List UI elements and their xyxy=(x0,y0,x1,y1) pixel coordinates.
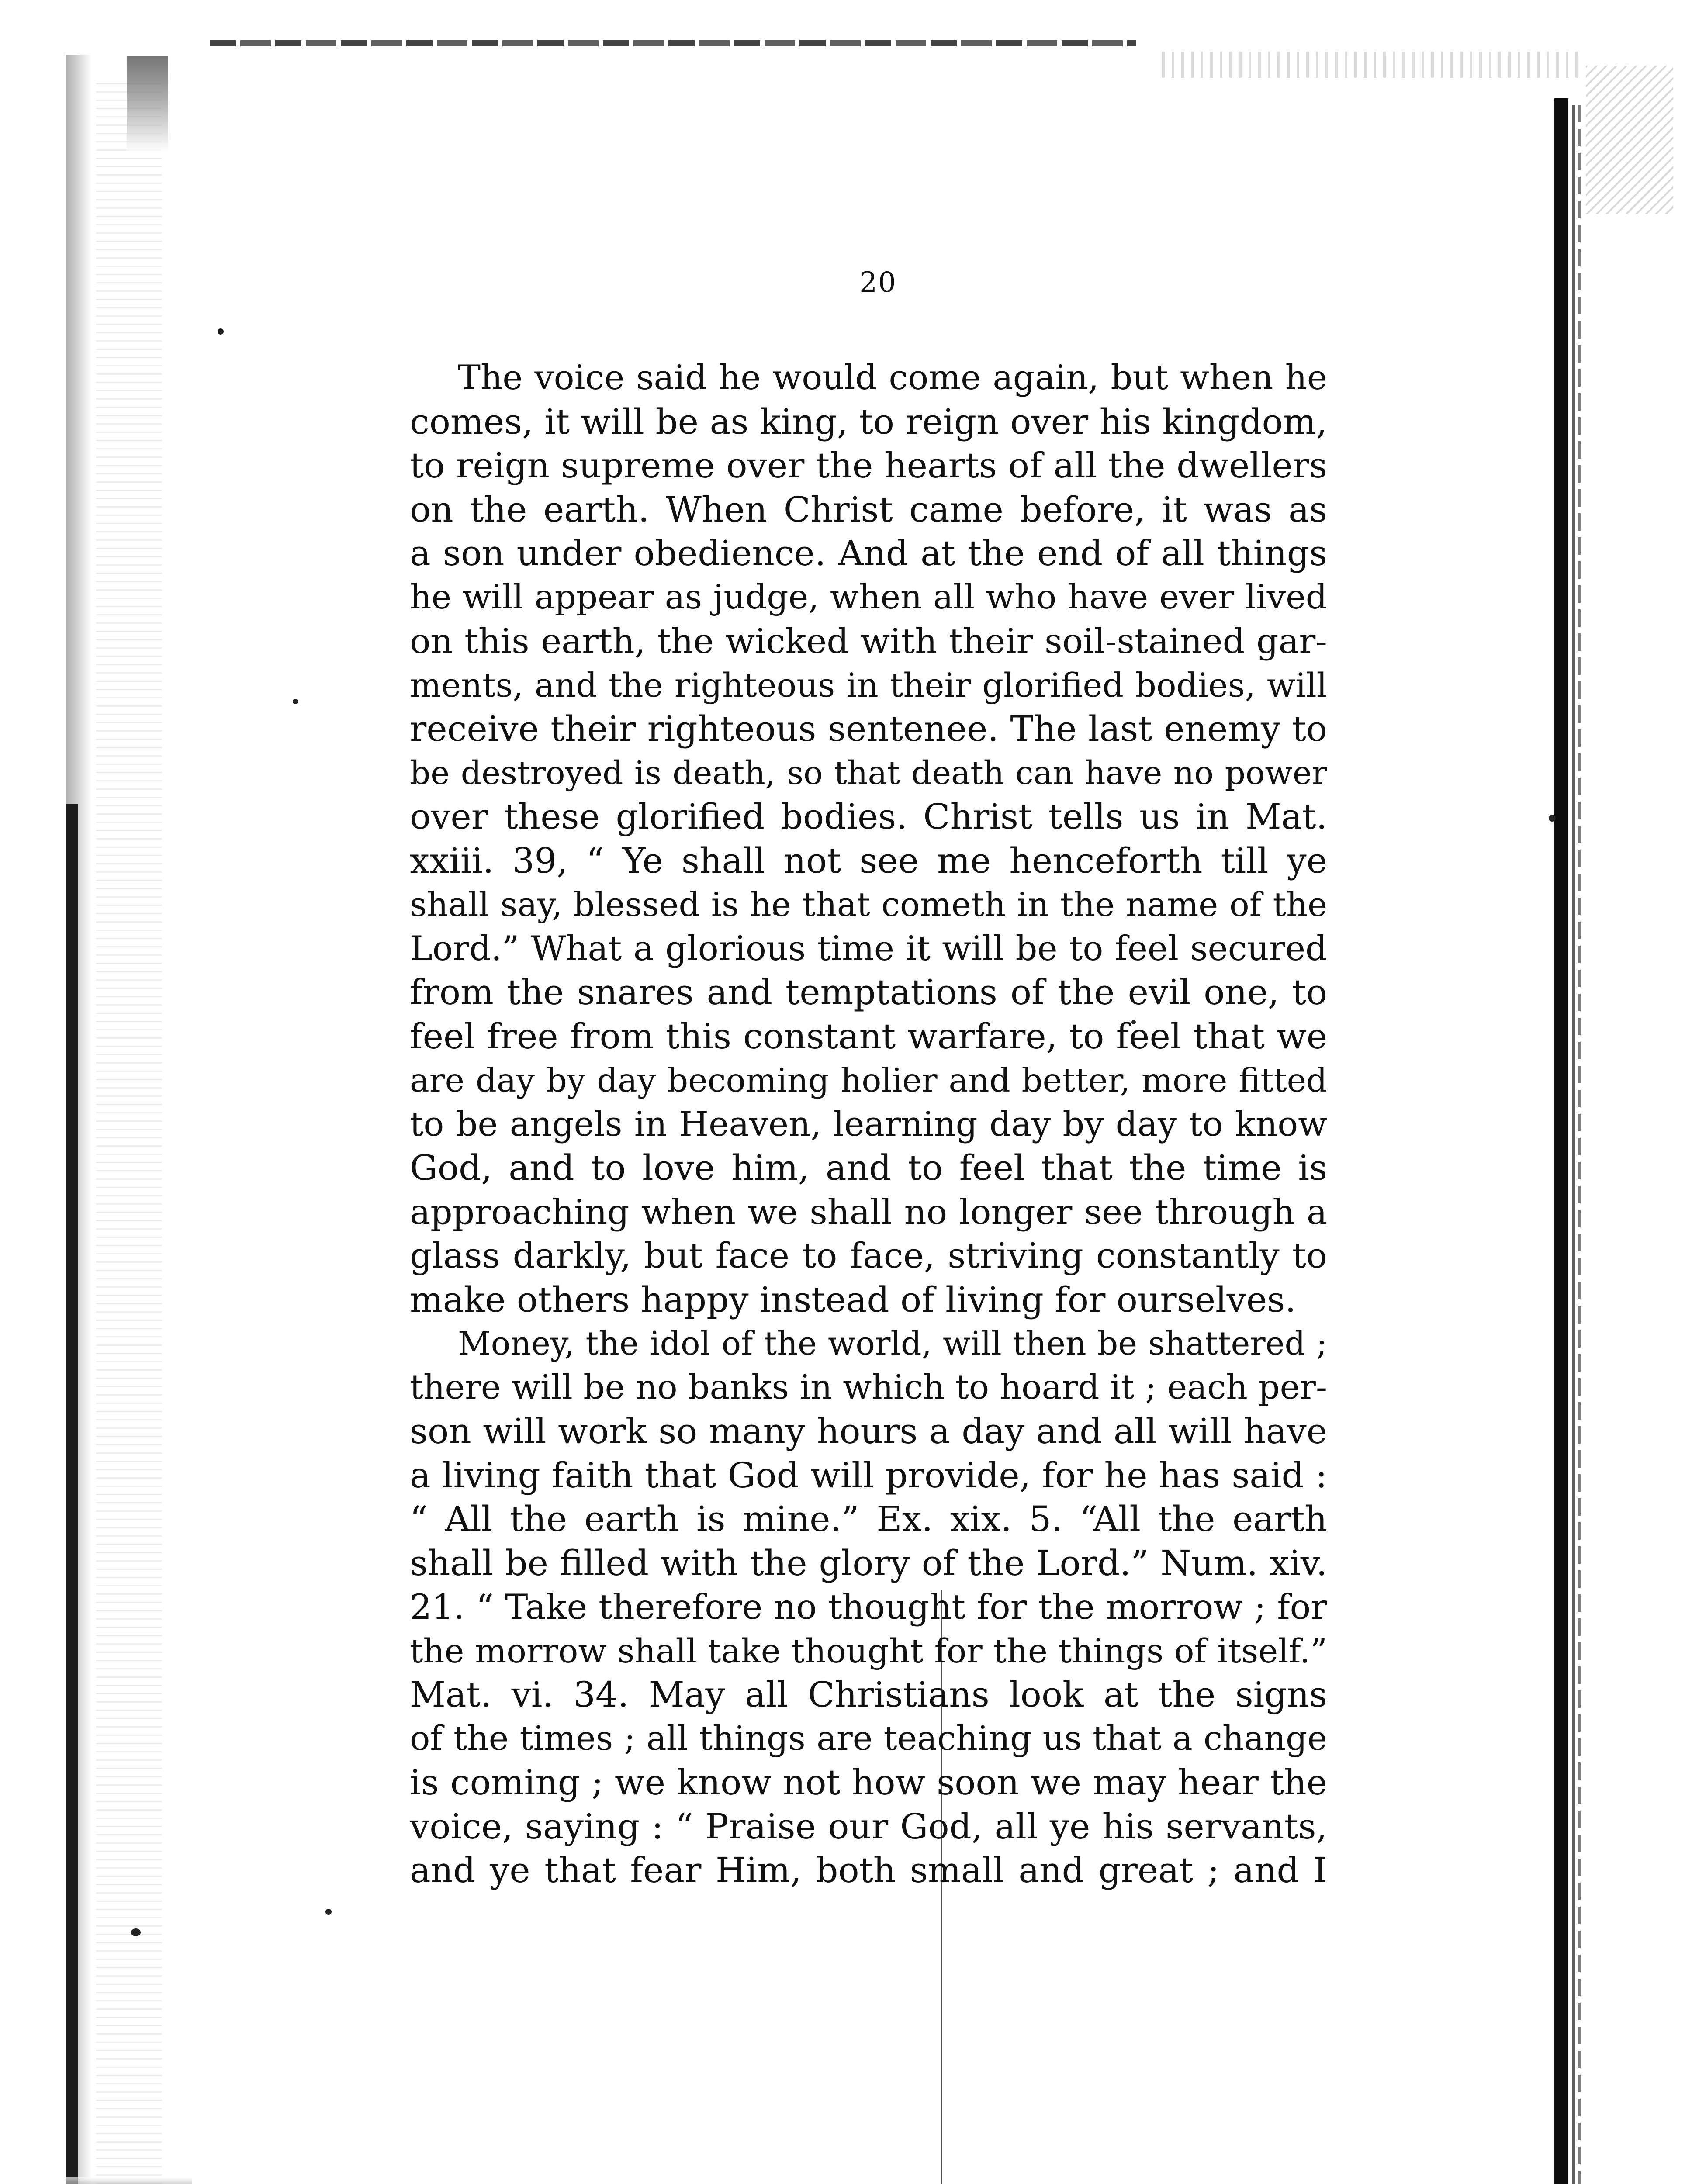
text-line: over these glorified bodies. Christ tells us in Mat. xyxy=(410,796,1327,837)
text-line: there will be no banks in which to hoard it ; each per- xyxy=(410,1368,1327,1407)
text-line: shall be filled with the glory of the Lord.” Num. xiv. xyxy=(410,1542,1327,1583)
text-line: make others happy instead of living for ourselves. xyxy=(410,1279,1296,1320)
text-line: of the times ; all things are teaching us that a change xyxy=(410,1719,1327,1758)
text-line: are day by day becoming holier and better, more fitted xyxy=(410,1061,1327,1099)
text-line: God, and to love him, and to feel that the time is xyxy=(410,1147,1327,1188)
text-line: he will appear as judge, when all who have ever lived xyxy=(410,577,1327,617)
scan-right-speckle xyxy=(1586,66,1673,214)
text-line: “ All the earth is mine.” Ex. xix. 5. “All the earth xyxy=(410,1499,1327,1539)
stray-mark xyxy=(325,1909,332,1915)
text-line: Money, the idol of the world, will then be shattered ; xyxy=(458,1325,1327,1362)
text-line: ments, and the righteous in their glorified bodies, will xyxy=(410,665,1327,705)
text-line: shall say, blessed is he that cometh in the name of the xyxy=(410,885,1327,924)
scan-bottom-left-corner xyxy=(66,2177,192,2184)
stray-mark xyxy=(1549,815,1556,822)
text-line: 21. “ Take therefore no thought for the morrow ; for xyxy=(410,1587,1327,1627)
text-line: voice, saying : “ Praise our God, all ye his servants, xyxy=(410,1806,1327,1847)
stray-mark xyxy=(293,699,298,704)
text-line: xxiii. 39, “ Ye shall not see me henceforth till ye xyxy=(410,840,1327,881)
text-line: the morrow shall take thought for the things of itself.” xyxy=(410,1631,1327,1670)
text-line: and ye that fear Him, both small and great ; and I xyxy=(410,1850,1327,1890)
text-line: a son under obedience. And at the end of all things xyxy=(410,533,1327,574)
text-line: to reign supreme over the hearts of all the dwellers xyxy=(410,445,1327,486)
text-line: son will work so many hours a day and all will have xyxy=(410,1411,1327,1451)
text-line: receive their righteous sentenee. The last enemy to xyxy=(410,708,1327,749)
scan-left-corner xyxy=(127,56,168,152)
scan-right-binding-edge xyxy=(1554,98,1568,2184)
text-line: be destroyed is death, so that death can have no power xyxy=(410,754,1327,792)
scan-top-edge-faint xyxy=(1162,52,1581,78)
scan-top-edge xyxy=(210,40,1136,46)
text-line: feel free from this constant warfare, to feel that we xyxy=(410,1016,1327,1057)
text-line: Lord.” What a glorious time it will be to feel secured xyxy=(410,929,1327,968)
stray-mark xyxy=(218,328,224,335)
text-line: on this earth, the wicked with their soil-stained gar- xyxy=(410,621,1327,661)
body-text xyxy=(410,356,1327,1893)
text-line: Mat. vi. 34. May all Christians look at the signs xyxy=(410,1674,1327,1715)
text-line: a living faith that God will provide, for he has said : xyxy=(410,1455,1327,1496)
text-line: is coming ; we know not how soon we may hear the xyxy=(410,1762,1327,1803)
page-number: 20 xyxy=(859,266,897,299)
text-line: glass darkly, but face to face, striving constantly to xyxy=(410,1235,1327,1276)
scan-right-dashed-line xyxy=(1578,105,1581,2184)
scan-left-speckle xyxy=(96,83,162,2184)
text-line: to be angels in Heaven, learning day by day to know xyxy=(410,1104,1327,1144)
text-line: on the earth. When Christ came before, it was as xyxy=(410,489,1327,530)
text-line: comes, it will be as king, to reign over his kingdom, xyxy=(410,401,1327,442)
scan-left-dark-edge xyxy=(66,804,78,2184)
text-line: The voice said he would come again, but when he xyxy=(458,358,1327,397)
stray-mark xyxy=(131,1928,141,1936)
text-line: approaching when we shall no longer see through a xyxy=(410,1192,1327,1232)
text-line: from the snares and temptations of the evil one, to xyxy=(410,972,1327,1013)
scan-right-thin-line xyxy=(1572,105,1575,2184)
